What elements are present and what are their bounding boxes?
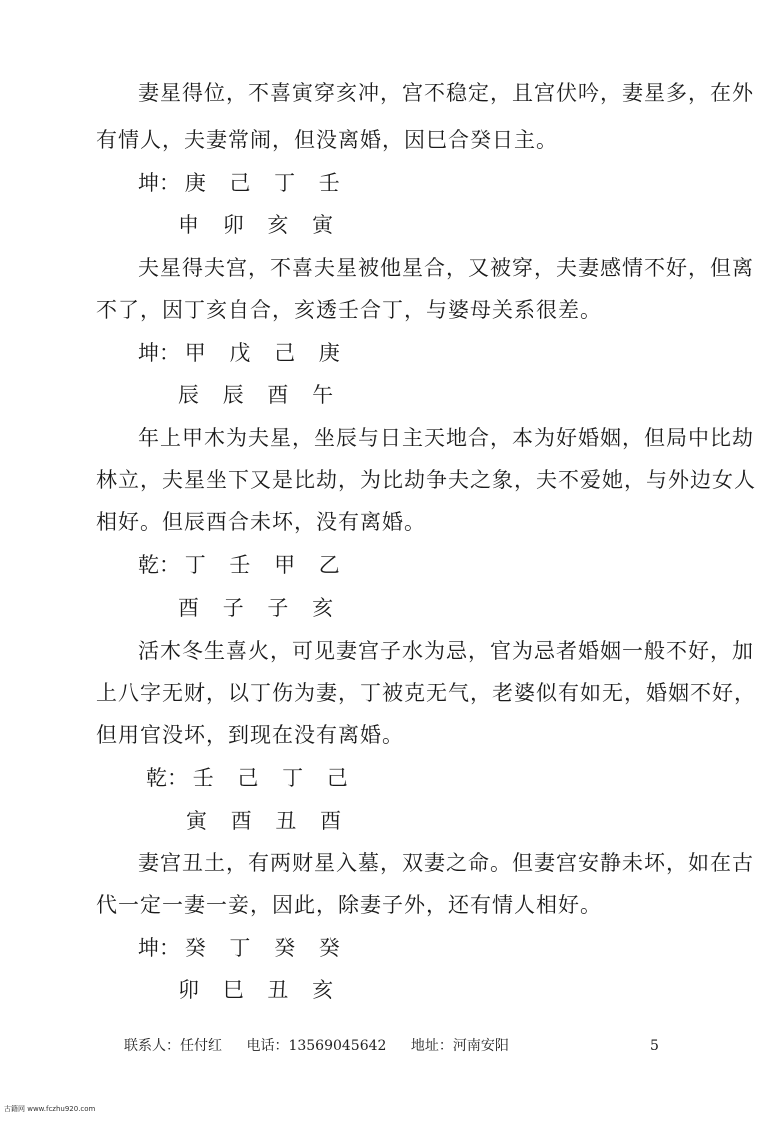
chart-1-stem: 丁: [274, 171, 296, 195]
chart-2-stem: 甲: [184, 341, 206, 365]
chart-3-branch: 子: [267, 596, 289, 620]
paragraph-4-line-2: 上八字无财，以丁伤为妻，丁被克无气，老婆似有如无，婚姻不好，: [96, 681, 756, 705]
chart-5-label: 坤：: [138, 936, 180, 960]
chart-2-stems-row: [138, 338, 357, 368]
paragraph-3-line-2: 林立，夫星坐下又是比劫，为比劫争夫之象，夫不爱她，与外边女人: [96, 468, 756, 492]
paragraph-4-line-3: 但用官没坏，到现在没有离婚。: [96, 723, 404, 747]
chart-4-branch: 酉: [320, 809, 342, 833]
chart-3-branch: 酉: [178, 596, 199, 620]
chart-5-stems-row: [138, 933, 357, 963]
chart-3-stem: 丁: [184, 553, 206, 577]
chart-3-label: 乾：: [138, 553, 180, 577]
chart-5-stem: 丁: [229, 936, 251, 960]
chart-4-branch: 寅: [186, 809, 207, 833]
chart-4-stem: 己: [326, 766, 348, 790]
chart-5-branch: 亥: [312, 978, 334, 1002]
chart-5-branch: 巳: [222, 978, 244, 1002]
paragraph-5-line-1: 妻宫丑土，有两财星入墓，双妻之命。但妻宫安静未坏，如在古: [138, 851, 754, 875]
chart-4-stem: 己: [237, 766, 259, 790]
paragraph-3-line-1: 年上甲木为夫星，坐辰与日主天地合，本为好婚姻，但局中比劫: [138, 426, 754, 450]
chart-1-branch: 寅: [312, 213, 334, 237]
chart-2-branch: 酉: [267, 383, 289, 407]
chart-4-stem: 丁: [282, 766, 304, 790]
chart-2-stem: 戊: [229, 341, 251, 365]
chart-3-stem: 壬: [229, 553, 251, 577]
chart-1-branch: 申: [178, 213, 199, 237]
footer-phone: 电话：13569045642: [246, 1038, 387, 1054]
chart-2-branch: 辰: [222, 383, 244, 407]
paragraph-4-line-1: 活木冬生喜火，可见妻宫子水为忌，官为忌者婚姻一般不好，加: [138, 639, 754, 663]
chart-2-branch: 辰: [178, 383, 199, 407]
page-number: 5: [650, 1038, 659, 1054]
paragraph-5-line-2: 代一定一妻一妾，因此，除妻子外，还有情人相好。: [96, 893, 602, 917]
chart-4-label: 乾：: [146, 766, 188, 790]
chart-1-branch: 卯: [222, 213, 244, 237]
chart-5-stem: 癸: [318, 936, 340, 960]
chart-1-branches-row: [178, 210, 350, 240]
chart-3-stem: 甲: [274, 553, 296, 577]
chart-2-stem: 己: [274, 341, 296, 365]
chart-1-label: 坤：: [138, 171, 180, 195]
chart-4-stem: 壬: [192, 766, 214, 790]
chart-3-stem: 乙: [318, 553, 340, 577]
chart-5-branch: 丑: [267, 978, 289, 1002]
chart-5-stem: 癸: [184, 936, 206, 960]
chart-1-branch: 亥: [267, 213, 289, 237]
chart-4-branch: 丑: [275, 809, 297, 833]
chart-4-branches-row: [186, 806, 358, 836]
page-footer: [124, 1036, 529, 1056]
chart-2-branches-row: [178, 380, 350, 410]
chart-1-stem: 壬: [318, 171, 340, 195]
chart-5-stem: 癸: [274, 936, 296, 960]
paragraph-2-line-1: 夫星得夫宫，不喜夫星被他星合，又被穿，夫妻感情不好，但离: [138, 256, 754, 280]
chart-1-stems-row: [138, 168, 357, 198]
chart-4-stems-row: [146, 763, 365, 793]
footer-contact: 联系人：任付红: [124, 1038, 222, 1054]
site-watermark: 古籍网 www.fczhu920.com: [4, 1105, 96, 1113]
chart-4-branch: 酉: [230, 809, 252, 833]
chart-1-stem: 庚: [184, 171, 206, 195]
chart-1-stem: 己: [229, 171, 251, 195]
paragraph-3-line-3: 相好。但辰酉合未坏，没有离婚。: [96, 510, 426, 534]
chart-2-label: 坤：: [138, 341, 180, 365]
chart-2-stem: 庚: [318, 341, 340, 365]
chart-3-branch: 亥: [312, 596, 334, 620]
chart-5-branch: 卯: [178, 978, 199, 1002]
footer-address: 地址：河南安阳: [410, 1038, 509, 1054]
chart-3-branches-row: [178, 593, 350, 623]
chart-5-branches-row: [178, 975, 350, 1005]
chart-3-branch: 子: [222, 596, 244, 620]
chart-3-stems-row: [138, 550, 357, 580]
paragraph-1-line-2: 有情人，夫妻常闹，但没离婚，因巳合癸日主。: [96, 128, 558, 152]
paragraph-2-line-2: 不了，因丁亥自合，亥透壬合丁，与婆母关系很差。: [96, 298, 602, 322]
paragraph-1-line-1: 妻星得位，不喜寅穿亥冲，宫不稳定，且宫伏吟，妻星多，在外: [138, 81, 754, 105]
chart-2-branch: 午: [312, 383, 334, 407]
